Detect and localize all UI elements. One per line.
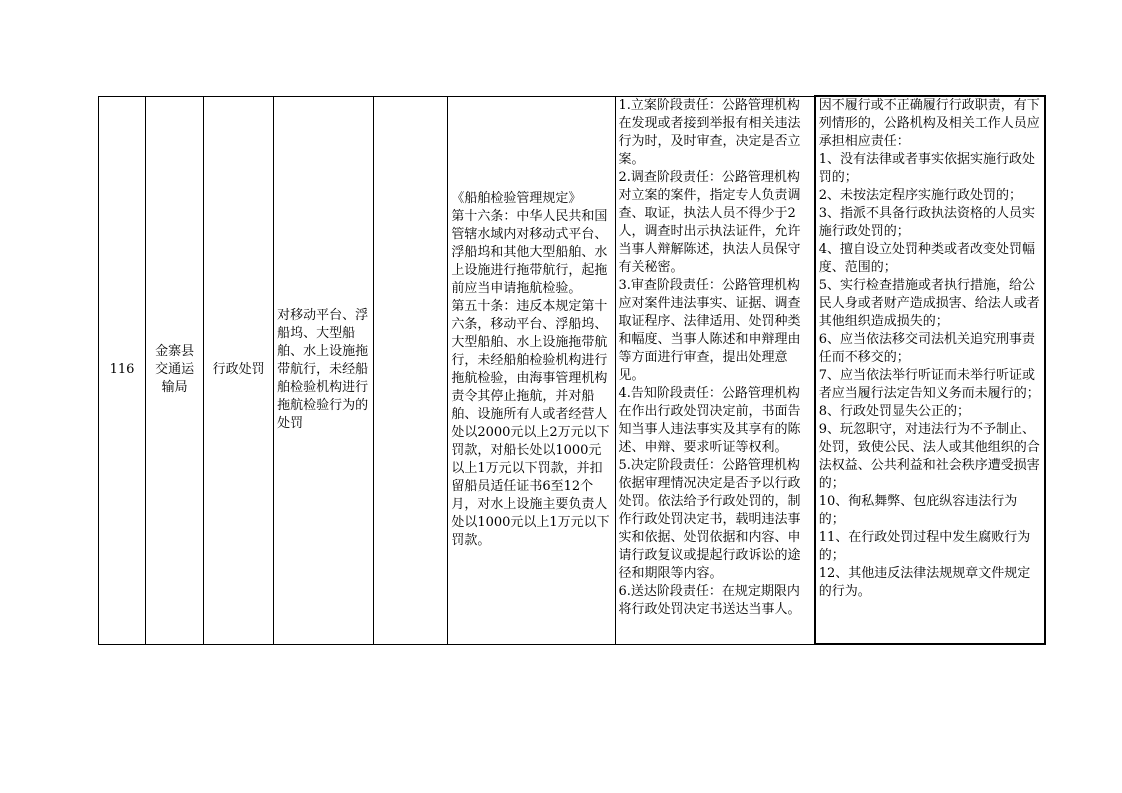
power-list-table	[98, 95, 1046, 645]
department-name: 金寨县交通运输局	[155, 344, 195, 395]
legal-basis-cell	[448, 96, 615, 644]
legal-basis-text: 《船舶检验管理规定》 第十六条：中华人民共和国管辖水域内对移动式平台、浮船坞和其他大型船舶、水上设施进行拖带航行，起拖前应当申请拖航检验。 第五十条：违反本规定第十六条，移动平台、浮船坞、大型船舶、水上设施拖带航行，未经船舶检验机构进行拖航检验，由海事管理机构责令其停止拖航，并对船舶、设施所有人或者经营人处以2000元以上2万元以下罚款，对船长处以1000元以上1万元以下罚款，并扣留船员适任证书6至12个月，对水上设施主要负责人处以1000元以上1万元以下罚款。	[451, 191, 610, 548]
table-row	[99, 96, 1046, 644]
sub-item-cell	[374, 96, 448, 644]
accountability-cell	[815, 96, 1045, 644]
row-number: 116	[109, 362, 135, 377]
accountability-text: 因不履行或不正确履行行政职责，有下列情形的，公路机构及相关工作人员应承担相应责任： 1、没有法律或者事实依据实施行政处罚的； 2、未按法定程序实施行政处罚的； 3、指派不具备行政执法资格的人员实施行政处罚的； 4、擅自设立处罚种类或者改变处罚幅度、范围的； 5、实行检查措施或者执行措施，给公民人身或者财产造成损害、给法人或者其他组织造成损失的； 6、应当依法移交司法机关追究刑事责任而不移交的； 7、应当依法举行听证而未举行听证或者应当履行法定告知义务而未履行的； 8、行政处罚显失公正的； 9、玩忽职守，对违法行为不予制止、处罚，致使公民、法人或其他组织的合法权益、公共利益和社会秩序遭受损害的； 10、徇私舞弊、包庇纵容违法行为的； 11、在行政处罚过程中发生腐败行为的； 12、其他违反法律法规规章文件规定的行为。	[818, 98, 1040, 599]
responsibility-text: 1.立案阶段责任：公路管理机构在发现或者接到举报有相关违法行为时，及时审查，决定是否立案。 2.调查阶段责任：公路管理机构对立案的案件，指定专人负责调查、取证，执法人员不得少于2人，调查时出示执法证件，允许当事人辩解陈述，执法人员保守有关秘密。 3.审查阶段责任：公路管理机构应对案件违法事实、证据、调查取证程序、法律适用、处罚种类和幅度、当事人陈述和申辩理由等方面进行审查，提出处理意见。 4.告知阶段责任：公路管理机构在作出行政处罚决定前，书面告知当事人违法事实及其享有的陈述、申辩、要求听证等权利。 5.决定阶段责任：公路管理机构依据审理情况决定是否予以行政处罚。依法给予行政处罚的，制作行政处罚决定书，载明违法事实和依据、处罚依据和内容、申请行政复议或提起行政诉讼的途径和期限等内容。 6.送达阶段责任：在规定期限内将行政处罚决定书送达当事人。	[618, 97, 801, 617]
row-number-cell	[99, 96, 146, 644]
department-cell	[146, 96, 204, 644]
category-cell	[204, 96, 274, 644]
item-name-cell	[274, 96, 374, 644]
power-category: 行政处罚	[212, 362, 265, 377]
power-item-name: 对移动平台、浮船坞、大型船舶、水上设施拖带航行，未经船舶检验机构进行拖航检验行为的处罚	[277, 308, 369, 431]
responsibility-cell	[615, 96, 815, 644]
